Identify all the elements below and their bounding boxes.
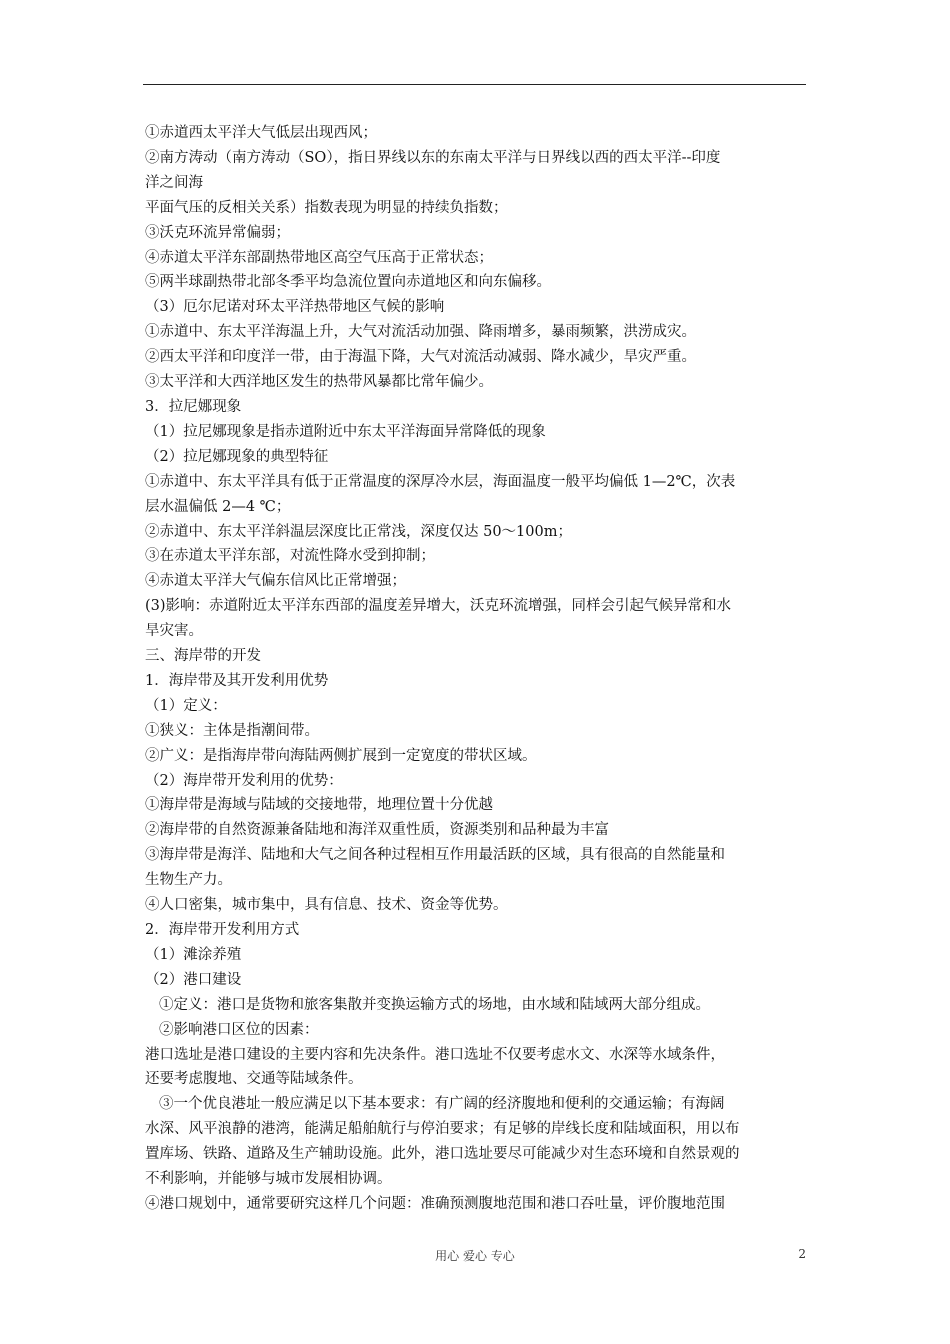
text-line: 平面气压的反相关关系）指数表现为明显的持续负指数； [145,199,508,216]
text-line: ①定义：港口是货物和旅客集散并变换运输方式的场地，由水域和陆域两大部分组成。 [159,996,710,1013]
text-line: ③在赤道太平洋东部，对流性降水受到抑制； [145,548,435,565]
section-heading: 三、海岸带的开发 [145,648,261,665]
text-line: ④赤道太平洋东部副热带地区高空气压高于正常状态； [145,249,493,266]
text-line: （3）厄尔尼诺对环太平洋热带地区气候的影响 [145,299,445,316]
text-line: ②海岸带的自然资源兼备陆地和海洋双重性质，资源类别和品种最为丰富 [145,822,609,839]
text-line: 不利影响，并能够与城市发展相协调。 [145,1171,392,1188]
footer-text: 用心 爱心 专心 [435,1249,515,1263]
text-line: 生物生产力。 [145,872,232,889]
text-line: ①赤道中、东太平洋海温上升，大气对流活动加强、降雨增多，暴雨频繁，洪涝成灾。 [145,324,696,341]
text-line: 置库场、铁路、道路及生产辅助设施。此外，港口选址要尽可能减少对生态环境和自然景观的 [145,1146,740,1163]
text-line: ③一个优良港址一般应满足以下基本要求：有广阔的经济腹地和便利的交通运输；有海阔 [159,1096,725,1113]
text-line: ③太平洋和大西洋地区发生的热带风暴都比常年偏少。 [145,374,493,391]
text-line: （2）港口建设 [145,971,242,988]
text-line: ⑤两半球副热带北部冬季平均急流位置向赤道地区和向东偏移。 [145,274,551,291]
text-line: (3)影响：赤道附近太平洋东西部的温度差异增大，沃克环流增强，同样会引起气候异常和水 [145,598,732,615]
text-line: ③沃克环流异常偏弱； [145,224,290,241]
text-line: （1）定义： [145,697,227,714]
text-line: ④港口规划中，通常要研究这样几个问题：准确预测腹地范围和港口吞吐量，评价腹地范围 [145,1195,725,1212]
text-line: ①赤道西太平洋大气低层出现西风； [145,125,377,141]
text-line: 洋之间海 [145,174,203,191]
text-line: 旱灾害。 [145,623,203,640]
text-line: ①狭义：主体是指潮间带。 [145,722,319,739]
text-line: ④人口密集，城市集中，具有信息、技术、资金等优势。 [145,897,508,914]
text-line: ②广义：是指海岸带向海陆两侧扩展到一定宽度的带状区域。 [145,747,537,764]
section-heading: 3．拉尼娜现象 [145,398,242,415]
text-line: ②南方涛动（南方涛动（SO），指日界线以东的东南太平洋与日界线以西的西太平洋--印度 [145,149,721,166]
text-line: 水深、风平浪静的港湾，能满足船舶航行与停泊要求；有足够的岸线长度和陆域面积，用以布 [145,1121,740,1138]
header-rule [143,84,806,85]
text-line: 港口选址是港口建设的主要内容和先决条件。港口选址不仅要考虑水文、水深等水域条件， [145,1046,725,1063]
document-body [145,121,810,1217]
text-line: ③海岸带是海洋、陆地和大气之间各种过程相互作用最活跃的区域，具有很高的自然能量和 [145,847,725,864]
text-line: （1）拉尼娜现象是指赤道附近中东太平洋海面异常降低的现象 [145,423,546,440]
text-line: ①赤道中、东太平洋具有低于正常温度的深厚冷水层，海面温度一般平均偏低 1—2℃，次表 [145,473,736,490]
text-line: （2）拉尼娜现象的典型特征 [145,448,329,465]
page-number: 2 [798,1247,806,1261]
text-line: （2）海岸带开发利用的优势： [145,772,343,789]
text-line: ②西太平洋和印度洋一带，由于海温下降，大气对流活动减弱、降水减少，旱灾严重。 [145,349,696,366]
section-heading: 1．海岸带及其开发利用优势 [145,672,329,689]
text-line: ④赤道太平洋大气偏东信风比正常增强； [145,573,406,590]
section-heading: 2．海岸带开发利用方式 [145,922,300,938]
text-line: ②赤道中、东太平洋斜温层深度比正常浅，深度仅达 50～100m； [145,523,572,540]
text-line: ①海岸带是海域与陆域的交接地带，地理位置十分优越 [145,797,493,814]
text-line: 层水温偏低 2—4 ℃； [145,498,291,515]
text-line: 还要考虑腹地、交通等陆域条件。 [145,1071,363,1088]
text-line: ②影响港口区位的因素： [159,1021,319,1038]
text-line: （1）滩涂养殖 [145,946,242,963]
